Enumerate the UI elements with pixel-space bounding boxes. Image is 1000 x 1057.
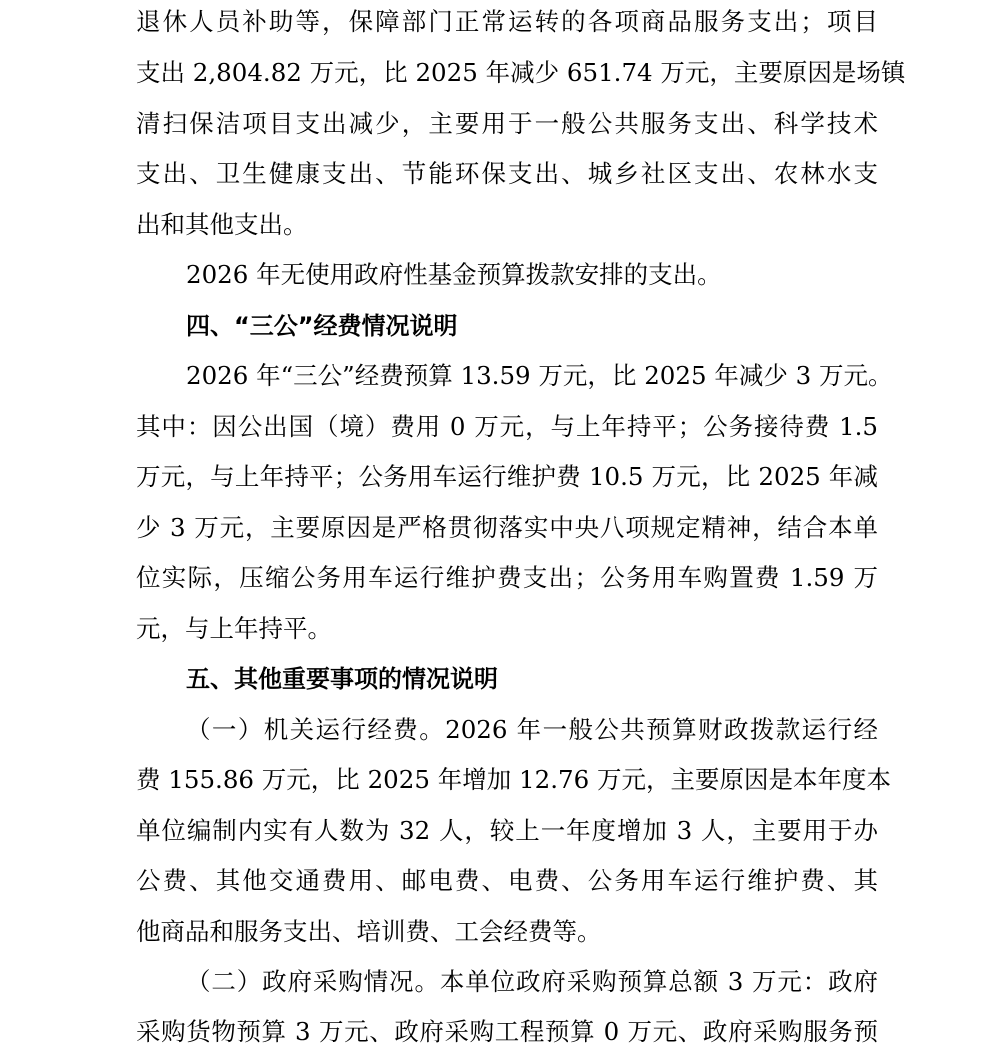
paragraph-line: （二）政府采购情况。本单位政府采购预算总额 3 万元：政府 [186,967,878,996]
paragraph-line: 采购货物预算 3 万元、政府采购工程预算 0 万元、政府采购服务预 [136,1017,878,1046]
paragraph-line: 他商品和服务支出、培训费、工会经费等。 [136,917,602,946]
paragraph-line: 单位编制内实有人数为 32 人，较上一年度增加 3 人，主要用于办 [136,816,878,845]
paragraph-line: 公费、其他交通费用、邮电费、电费、公务用车运行维护费、其 [136,866,878,895]
paragraph-line: 费 155.86 万元，比 2025 年增加 12.76 万元，主要原因是本年度本 [136,765,891,794]
paragraph-line: 清扫保洁项目支出减少，主要用于一般公共服务支出、科学技术 [136,109,878,138]
section-heading: 五、其他重要事项的情况说明 [186,665,498,693]
paragraph-line: 元，与上年持平。 [136,614,332,643]
paragraph-line: 2026 年无使用政府性基金预算拨款安排的支出。 [186,260,722,289]
paragraph-line: 2026 年“三公”经费预算 13.59 万元，比 2025 年减少 3 万元。 [186,361,893,390]
paragraph-line: 位实际，压缩公务用车运行维护费支出；公务用车购置费 1.59 万 [136,563,878,592]
section-heading: 四、“三公”经费情况说明 [186,312,458,340]
paragraph-line: 万元，与上年持平；公务用车运行维护费 10.5 万元，比 2025 年减 [136,462,878,491]
paragraph-line: （一）机关运行经费。2026 年一般公共预算财政拨款运行经 [186,715,878,744]
paragraph-line: 少 3 万元，主要原因是严格贯彻落实中央八项规定精神，结合本单 [136,513,878,542]
paragraph-line: 支出、卫生健康支出、节能环保支出、城乡社区支出、农林水支 [136,159,878,188]
paragraph-line: 退休人员补助等，保障部门正常运转的各项商品服务支出；项目 [136,7,878,36]
paragraph-line: 其中：因公出国（境）费用 0 万元，与上年持平；公务接待费 1.5 [136,412,878,441]
paragraph-line: 出和其他支出。 [136,210,308,239]
paragraph-line: 支出 2,804.82 万元，比 2025 年减少 651.74 万元，主要原因是场镇 [136,58,906,87]
